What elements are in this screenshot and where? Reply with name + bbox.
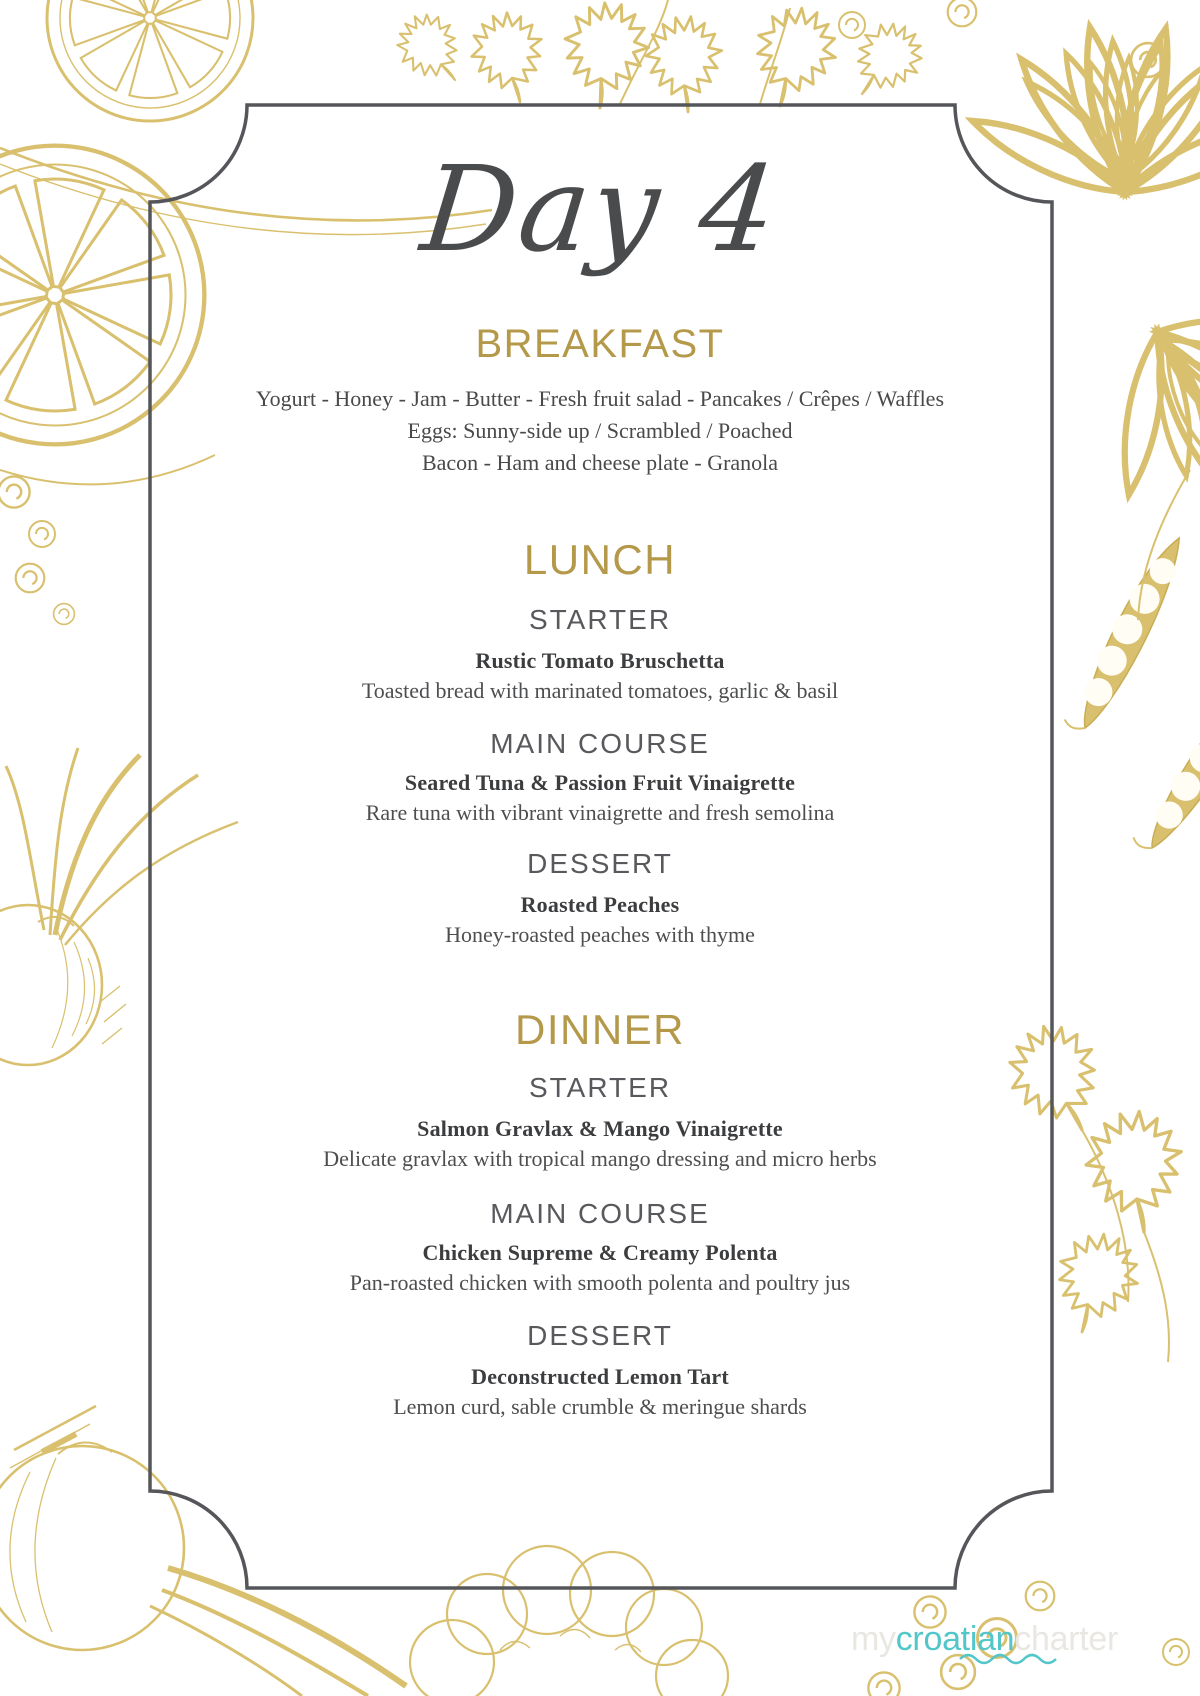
dish-name: Deconstructed Lemon Tart (471, 1364, 729, 1389)
dish-description: Pan-roasted chicken with smooth polenta and poultry jus (349, 1270, 851, 1295)
dish-name: Roasted Peaches (520, 892, 680, 917)
breakfast-line: Eggs: Sunny-side up / Scrambled / Poached (407, 418, 793, 443)
breakfast-line: Bacon - Ham and cheese plate - Granola (421, 450, 779, 475)
dish-description: Delicate gravlax with tropical mango dressing and micro herbs (323, 1146, 877, 1171)
dish-name: Chicken Supreme & Creamy Polenta (422, 1240, 778, 1265)
wave-icon (958, 1650, 1078, 1666)
dinner-heading: DINNER (514, 1006, 685, 1053)
breakfast-line: Yogurt - Honey - Jam - Butter - Fresh fruit salad - Pancakes / Crêpes / Waffles (255, 386, 945, 411)
dish-name: Seared Tuna & Passion Fruit Vinaigrette (404, 770, 796, 795)
course-label: MAIN COURSE (490, 1198, 710, 1229)
course-label: DESSERT (527, 848, 673, 879)
course-label: MAIN COURSE (490, 728, 710, 759)
breakfast-heading: BREAKFAST (475, 322, 725, 366)
course-label: STARTER (528, 604, 672, 635)
lunch-heading: LUNCH (523, 536, 677, 583)
course-label: STARTER (528, 1072, 672, 1103)
course-label: DESSERT (527, 1320, 673, 1351)
page-title: Day 4 (415, 140, 785, 278)
dish-description: Rare tuna with vibrant vinaigrette and fresh semolina (365, 800, 835, 825)
watermark-brand: croatian (895, 1620, 1015, 1658)
dish-name: Salmon Gravlax & Mango Vinaigrette (417, 1116, 783, 1141)
dish-description: Honey-roasted peaches with thyme (445, 922, 755, 947)
dish-description: Lemon curd, sable crumble & meringue shards (393, 1394, 807, 1419)
watermark-prefix: my (851, 1620, 896, 1658)
dish-description: Toasted bread with marinated tomatoes, garlic & basil (361, 678, 839, 703)
watermark-suffix: charter (1014, 1620, 1119, 1658)
dish-name: Rustic Tomato Bruschetta (475, 648, 725, 673)
